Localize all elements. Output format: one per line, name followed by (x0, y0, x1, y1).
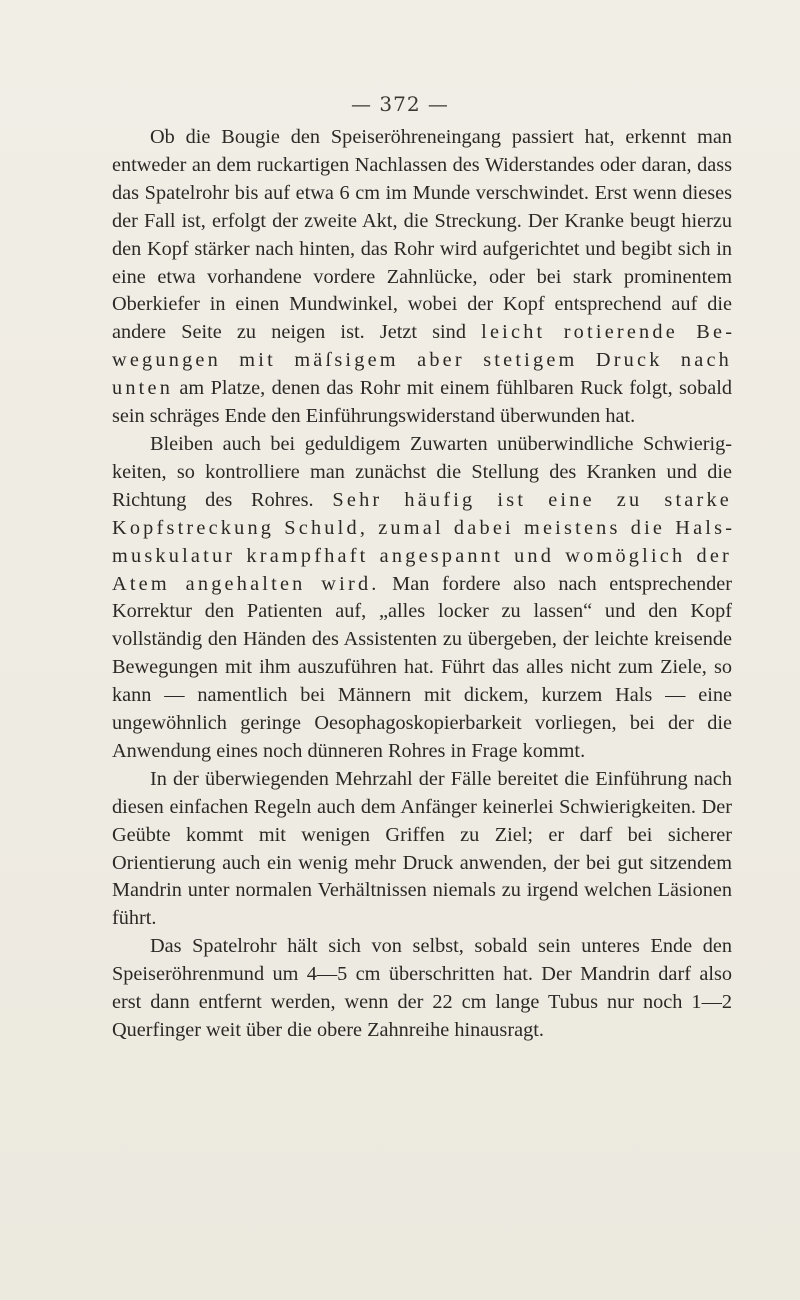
text-segment: Man fordere also nach entsprechender Korrektur den Patienten auf, „alles locker zu lassen“ und den Kopf vollständig den Händen des Assistenten zu übergeben, der leichte kreisende Bewegungen mit ihm auszuführen hat. Führt das alles nicht zum Ziele, so kann — namentlich bei Männern mit dickem, kurzem Hals — eine ungewöhnlich geringe Oesophagoskopierbarkeit vorliegen, bei der die Anwendung eines noch dünneren Rohres in Frage kommt. (112, 572, 733, 762)
text-segment: Das Spatelrohr hält sich von selbst, sobald sein unteres Ende den Speiseröhrenmund um 4—5 cm überschritten hat. Der Mandrin darf also erst dann entfernt werden, wenn der 22 cm lange Tubus nur noch 1—2 Querfinger weit über die obere Zahnreihe hinausragt. (112, 935, 732, 1041)
body-text (112, 124, 732, 1045)
spaced-emphasis: leicht rotierende Bewegungen mit mäſsigem aber stetigem Druck nach unten (112, 321, 732, 400)
spaced-emphasis: Sehr häufig ist eine zu starke Kopfstreckung Schuld, zumal dabei meistens die Halsmuskulatur krampfhaft angespannt und womöglich der Atem angehalten wird. (112, 488, 732, 595)
paragraph-3 (112, 766, 732, 933)
text-segment: am Platze, denen das Rohr mit einem fühlbaren Ruck folgt, sobald sein schräges Ende den Einführungswiderstand überwunden hat. (112, 377, 732, 428)
paragraph-4 (112, 933, 732, 1045)
text-segment: Bleiben auch bei geduldigem Zuwarten unüberwindliche Schwierigkeiten, so kontrolliere man zunächst die Stellung des Kranken und die Richtung des Rohres. (112, 432, 732, 511)
paragraph-2 (112, 431, 732, 766)
paragraph-1 (112, 124, 732, 431)
page-number: — 372 — (351, 92, 449, 116)
text-segment: In der überwiegenden Mehrzahl der Fälle bereitet die Einführung nach diesen einfachen Regeln auch dem Anfänger keinerlei Schwierigkeiten. Der Geübte kommt mit wenigen Griffen zu Ziel; er darf bei sicherer Orientierung auch ein wenig mehr Druck anwenden, der bei gut sitzendem Mandrin unter normalen Verhältnissen niemals zu irgend welchen Läsionen führt. (112, 767, 732, 930)
text-segment: Ob die Bougie den Speiseröhreneingang passiert hat, erkennt man entweder an dem ruckartigen Nachlassen des Widerstandes oder daran, dass das Spatelrohr bis auf etwa 6 cm im Munde verschwindet. Erst wenn dieses der Fall ist, erfolgt der zweite Akt, die Streckung. Der Kranke beugt hierzu den Kopf stärker nach hinten, das Rohr wird aufgerichtet und begibt sich in eine etwa vorhandene vordere Zahnlücke, oder bei stark prominentem Oberkiefer in einen Mundwinkel, wobei der Kopf entsprechend auf die andere Seite zu neigen ist. Jetzt sind (112, 126, 732, 344)
